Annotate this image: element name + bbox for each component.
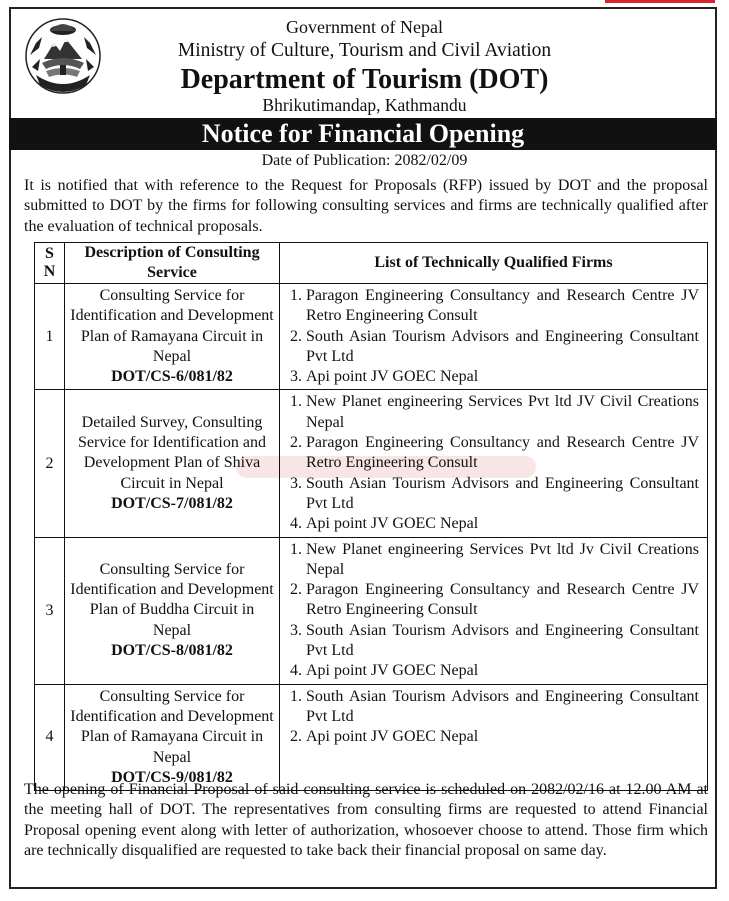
firm-item bbox=[290, 727, 699, 747]
firm-number: 3. bbox=[290, 368, 302, 386]
table-row bbox=[35, 684, 708, 790]
service-code: DOT/CS-8/081/82 bbox=[111, 642, 233, 660]
firm-number: 1. bbox=[290, 393, 302, 411]
row-description bbox=[65, 390, 280, 537]
row-sn: 2 bbox=[35, 390, 65, 537]
firm-name: Api point JV GOEC Nepal bbox=[306, 728, 479, 746]
qualified-firms-table bbox=[34, 242, 708, 791]
firm-item bbox=[290, 433, 699, 474]
firm-item bbox=[290, 514, 699, 534]
firm-number: 1. bbox=[290, 687, 302, 705]
firm-name: Api point JV GOEC Nepal bbox=[306, 515, 479, 533]
firm-item bbox=[290, 540, 699, 581]
top-accent-bar bbox=[605, 0, 715, 3]
row-firms bbox=[280, 390, 708, 537]
ministry-name: Ministry of Culture, Tourism and Civil Aviation bbox=[177, 40, 552, 61]
sn-header-line2: N bbox=[43, 263, 56, 280]
firm-name: Api point JV GOEC Nepal bbox=[306, 662, 479, 680]
row-description bbox=[65, 284, 280, 390]
firm-number: 1. bbox=[290, 540, 302, 558]
service-code: DOT/CS-6/081/82 bbox=[111, 368, 233, 386]
table-row bbox=[35, 284, 708, 390]
firm-name: Paragon Engineering Consultancy and Research Centre JV Retro Engineering Consult bbox=[306, 287, 699, 325]
service-description: Detailed Survey, Consulting Service for Identification and Development Plan of Shiva Circuit in Nepal bbox=[78, 413, 266, 492]
table-row bbox=[35, 537, 708, 684]
firm-number: 3. bbox=[290, 621, 302, 639]
sn-header bbox=[35, 243, 65, 284]
firm-item bbox=[290, 327, 699, 368]
service-description: Consulting Service for Identification and Development Plan of Ramayana Circuit in Nepal bbox=[70, 687, 274, 766]
notice-title: Notice for Financial Opening bbox=[9, 118, 717, 150]
firm-number: 2. bbox=[290, 581, 302, 599]
department-address: Bhrikutimandap, Kathmandu bbox=[262, 95, 467, 115]
sn-header-line1: S bbox=[45, 245, 54, 262]
firm-name: Paragon Engineering Consultancy and Research Centre JV Retro Engineering Consult bbox=[306, 434, 699, 472]
description-header: Description of Consulting Service bbox=[65, 243, 280, 284]
firm-name: Api point JV GOEC Nepal bbox=[306, 368, 479, 386]
row-description bbox=[65, 684, 280, 790]
firms-header: List of Technically Qualified Firms bbox=[280, 243, 708, 284]
closing-paragraph: The opening of Financial Proposal of said consulting service is scheduled on 2082/02/16 at 12.00 AM at the meeting hall of DOT. The representatives from consulting firms are requested to attend Financial Proposal opening event along with letter of authorization, whosoever choose to attend. Those firm which are technically disqualified are requested to take back their financial proposal on same day. bbox=[24, 781, 708, 859]
firm-item bbox=[290, 621, 699, 662]
firm-number: 1. bbox=[290, 287, 302, 304]
firm-name: Paragon Engineering Consultancy and Research Centre JV Retro Engineering Consult bbox=[306, 581, 699, 619]
table-row bbox=[35, 390, 708, 537]
firm-number: 2. bbox=[290, 434, 302, 452]
service-description: Consulting Service for Identification and Development Plan of Ramayana Circuit in Nepal bbox=[70, 287, 274, 365]
department-name: Department of Tourism (DOT) bbox=[180, 64, 549, 95]
service-description: Consulting Service for Identification and Development Plan of Buddha Circuit in Nepal bbox=[70, 560, 274, 639]
row-firms bbox=[280, 284, 708, 390]
row-description bbox=[65, 537, 280, 684]
row-firms bbox=[280, 537, 708, 684]
firm-item bbox=[290, 367, 699, 387]
row-sn: 4 bbox=[35, 684, 65, 790]
firm-item bbox=[290, 392, 699, 433]
government-name: Government of Nepal bbox=[286, 17, 443, 37]
firm-number: 4. bbox=[290, 662, 302, 680]
intro-paragraph: It is notified that with reference to the Request for Proposals (RFP) issued by DOT and the proposal submitted to DOT by the firms for following consulting services and firms are technically qualified after the evaluation of technical proposals. bbox=[24, 177, 708, 235]
row-sn: 3 bbox=[35, 537, 65, 684]
row-firms bbox=[280, 684, 708, 790]
firm-name: New Planet engineering Services Pvt ltd JV Civil Creations Nepal bbox=[306, 393, 699, 431]
firm-name: New Planet engineering Services Pvt ltd Jv Civil Creations Nepal bbox=[306, 540, 699, 578]
firm-item bbox=[290, 661, 699, 681]
firm-number: 2. bbox=[290, 728, 302, 746]
firm-name: South Asian Tourism Advisors and Engineering Consultant Pvt Ltd bbox=[306, 474, 699, 512]
firm-number: 3. bbox=[290, 474, 302, 492]
firm-item bbox=[290, 286, 699, 327]
firm-name: South Asian Tourism Advisors and Engineering Consultant Pvt Ltd bbox=[306, 621, 699, 660]
firm-item bbox=[290, 474, 699, 515]
firm-number: 4. bbox=[290, 515, 302, 533]
row-sn: 1 bbox=[35, 284, 65, 390]
firm-name: South Asian Tourism Advisors and Engineering Consultant Pvt Ltd bbox=[306, 327, 699, 365]
firm-item bbox=[290, 687, 699, 728]
publication-date: Date of Publication: 2082/02/09 bbox=[261, 152, 468, 169]
service-code: DOT/CS-9/081/82 bbox=[111, 768, 233, 786]
firm-name: South Asian Tourism Advisors and Engineering Consultant Pvt Ltd bbox=[306, 687, 699, 725]
table-header-row bbox=[35, 243, 708, 284]
service-code: DOT/CS-7/081/82 bbox=[111, 494, 233, 512]
firm-number: 2. bbox=[290, 327, 302, 345]
firm-item bbox=[290, 580, 699, 621]
